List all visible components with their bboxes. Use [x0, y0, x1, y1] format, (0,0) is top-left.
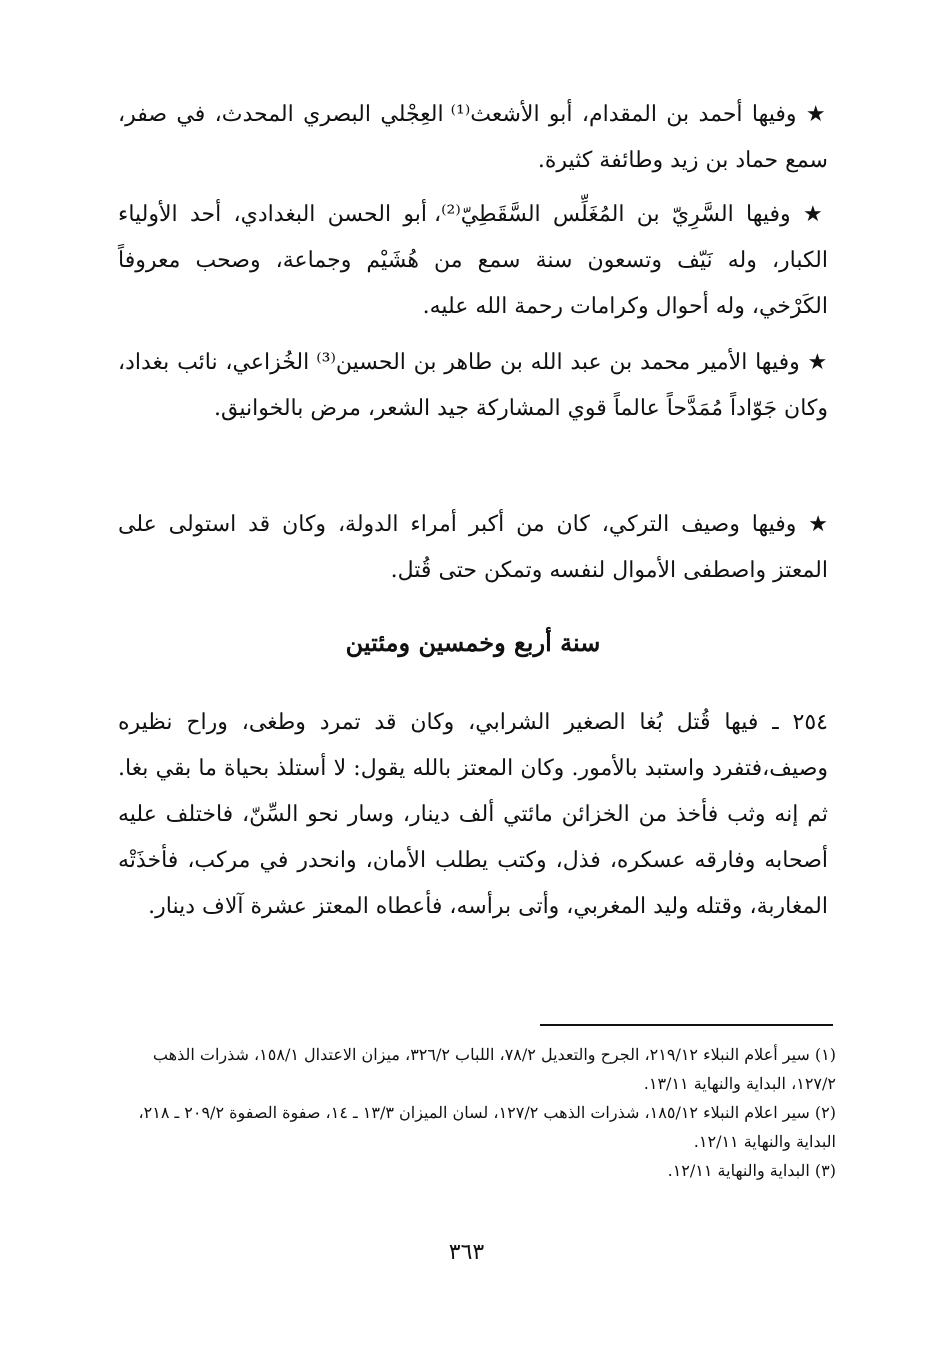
- page-number: ٣٦٣: [448, 1240, 485, 1265]
- footnote-divider: [540, 1024, 833, 1026]
- year-paragraph: ٢٥٤ ـ فيها قُتل بُغا الصغير الشرابي، وكان قد تمرد وطغى، وراح نظيره وصيف،فتفرد واستبد بالأمور. وكان المعتز بالله يقول: لا أستلذ بحياة ما بقي بغا. ثم إنه وثب فأخذ من الخزائن مائتي ألف دينار، وسار نحو السِّنّ، فاختلف عليه أصحابه وفارقه عسكره، فذل، وكتب يطلب الأمان، وانحدر في مركب، فأخذَتْه المغاربة، وقتله وليد المغربي، وأتى برأسه، فأعطاه المعتز عشرة آلاف دينار.: [118, 710, 828, 919]
- entry-paragraph: ★ وفيها وصيف التركي، كان من أكبر أمراء الدولة، وكان قد استولى على المعتز واصطفى الأموال لنفسه وتمكن حتى قُتل.: [118, 512, 828, 583]
- footnote: (١) سير أعلام النبلاء ٢١٩/١٢، الجرح والتعديل ٧٨/٢، اللباب ٣٢٦/٢، ميزان الاعتدال ١٥٨/١، شذرات الذهب ١٢٧/٢، البداية والنهاية ١٣/١١.: [152, 1045, 836, 1093]
- footnotes: [130, 1040, 836, 1185]
- entry-paragraph: ★ وفيها أحمد بن المقدام، أبو الأشعث⁽¹⁾ العِجْلي البصري المحدث، في صفر، سمع حماد بن زيد وطائفة كثيرة.: [118, 102, 828, 173]
- section-heading: سنة أربع وخمسين ومئتين: [345, 628, 601, 657]
- entry-paragraph: ★ وفيها الأمير محمد بن عبد الله بن طاهر بن الحسين⁽³⁾ الخُزاعي، نائب بغداد، وكان جَوّاداً مُمَدَّحاً عالماً قوي المشاركة جيد الشعر، مرض بالخوانيق.: [118, 350, 828, 421]
- footnote: (٣) البداية والنهاية ١٢/١١.: [667, 1161, 836, 1180]
- footnote: (٢) سير اعلام النبلاء ١٨٥/١٢، شذرات الذهب ١٢٧/٢، لسان الميزان ١٣/٣ ـ ١٤، صفوة الصفوة ٢٠٩/٢ ـ ٢١٨، البداية والنهاية ١٢/١١.: [138, 1103, 836, 1151]
- entry-paragraph: ★ وفيها السَّرِيّ بن المُغَلِّس السَّقَطِيّ⁽²⁾، أبو الحسن البغدادي، أحد الأولياء الكبار، وله نَيّف وتسعون سنة سمع من هُشَيْم وجماعة، وصحب معروفاً الكَرْخي، وله أحوال وكرامات رحمة الله عليه.: [118, 202, 828, 319]
